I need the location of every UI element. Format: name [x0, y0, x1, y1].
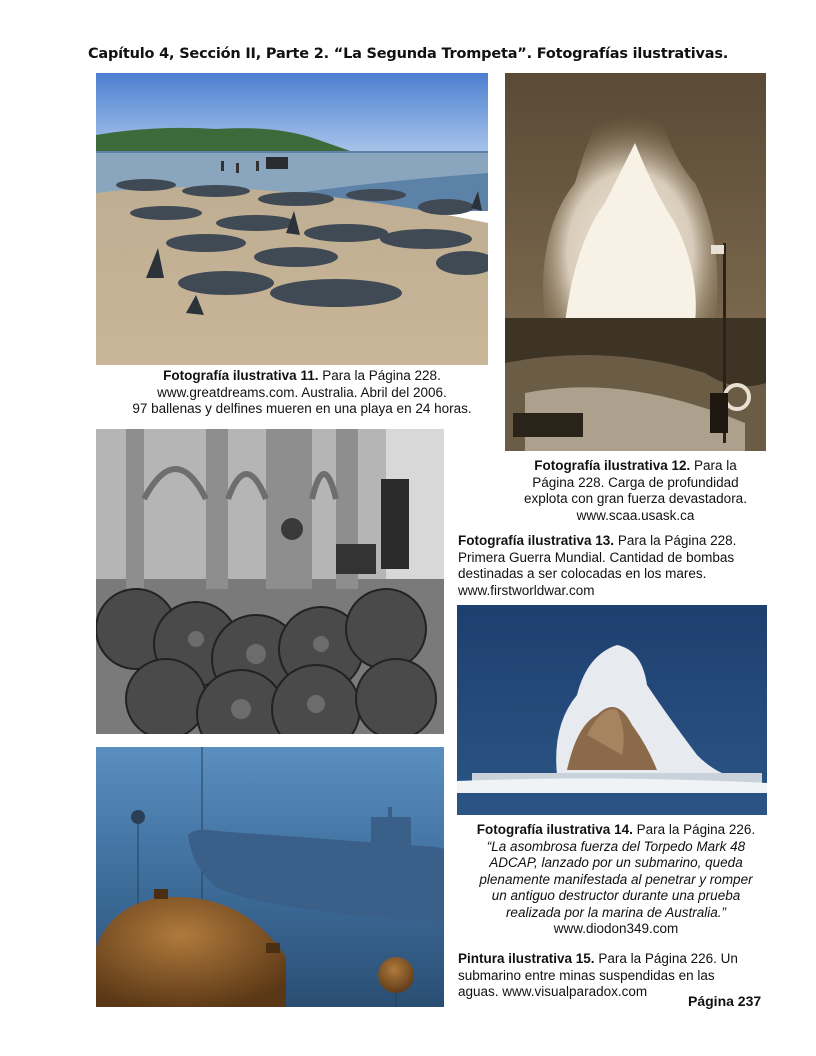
caption-12-label: Fotografía ilustrativa 12.	[534, 458, 691, 473]
caption-photo-13	[458, 533, 778, 599]
caption-13-label: Fotografía ilustrativa 13.	[458, 533, 615, 548]
caption-15-line-3: aguas. www.visualparadox.com	[458, 984, 648, 999]
photo-beached-whales	[96, 73, 488, 365]
caption-photo-11	[100, 368, 504, 418]
caption-photo-12	[505, 458, 766, 524]
caption-13-line-4: www.firstworldwar.com	[458, 582, 595, 598]
caption-14-line-3: ADCAP, lanzado por un submarino, queda	[489, 855, 743, 870]
caption-11-label: Fotografía ilustrativa 11.	[163, 368, 319, 383]
caption-14-line-5: un antiguo destructor durante una prueba	[491, 888, 741, 903]
caption-photo-14	[457, 822, 775, 938]
photo-torpedo-test	[457, 605, 767, 815]
caption-14-line-7: www.diodon349.com	[553, 921, 679, 936]
caption-11-line-2: www.greatdreams.com. Australia. Abril del 2006.	[157, 384, 447, 400]
caption-15-label: Pintura ilustrativa 15.	[458, 951, 595, 966]
caption-14-line-6: realizada por la marina de Australia.”	[505, 904, 727, 920]
caption-12-line-3: explota con gran fuerza devastadora.	[524, 491, 747, 506]
photo-wwi-mines	[96, 429, 444, 734]
photo-depth-charge	[505, 73, 766, 451]
caption-15-line-1: Para la Página 226. Un	[598, 951, 738, 966]
caption-11-line-3: 97 ballenas y delfines mueren en una playa en 24 horas.	[132, 401, 472, 416]
caption-13-line-1: Para la Página 228.	[617, 533, 737, 548]
caption-14-line-4: plenamente manifestada al penetrar y romper	[479, 871, 753, 887]
caption-13-line-3: destinadas a ser colocadas en los mares.	[458, 566, 707, 581]
page-number: Página 237	[688, 993, 762, 1009]
caption-12-line-4: www.scaa.usask.ca	[576, 507, 695, 523]
caption-13-line-2: Primera Guerra Mundial. Cantidad de bombas	[458, 549, 735, 565]
caption-12-line-1: Para la	[694, 458, 737, 473]
caption-14-label: Fotografía ilustrativa 14.	[476, 822, 633, 837]
caption-14-line-1: Para la Página 226.	[636, 822, 756, 837]
page-title: Capítulo 4, Sección II, Parte 2. “La Segunda Trompeta”. Fotografías ilustrativas.	[87, 46, 729, 62]
caption-15-line-2: submarino entre minas suspendidas en las	[458, 967, 715, 983]
painting-submarine-mines	[96, 747, 444, 1007]
caption-11-line-1: Para la Página 228.	[322, 368, 441, 383]
caption-14-line-2: “La asombrosa fuerza del Torpedo Mark 48	[486, 838, 746, 854]
caption-12-line-2: Página 228. Carga de profundidad	[532, 474, 739, 490]
